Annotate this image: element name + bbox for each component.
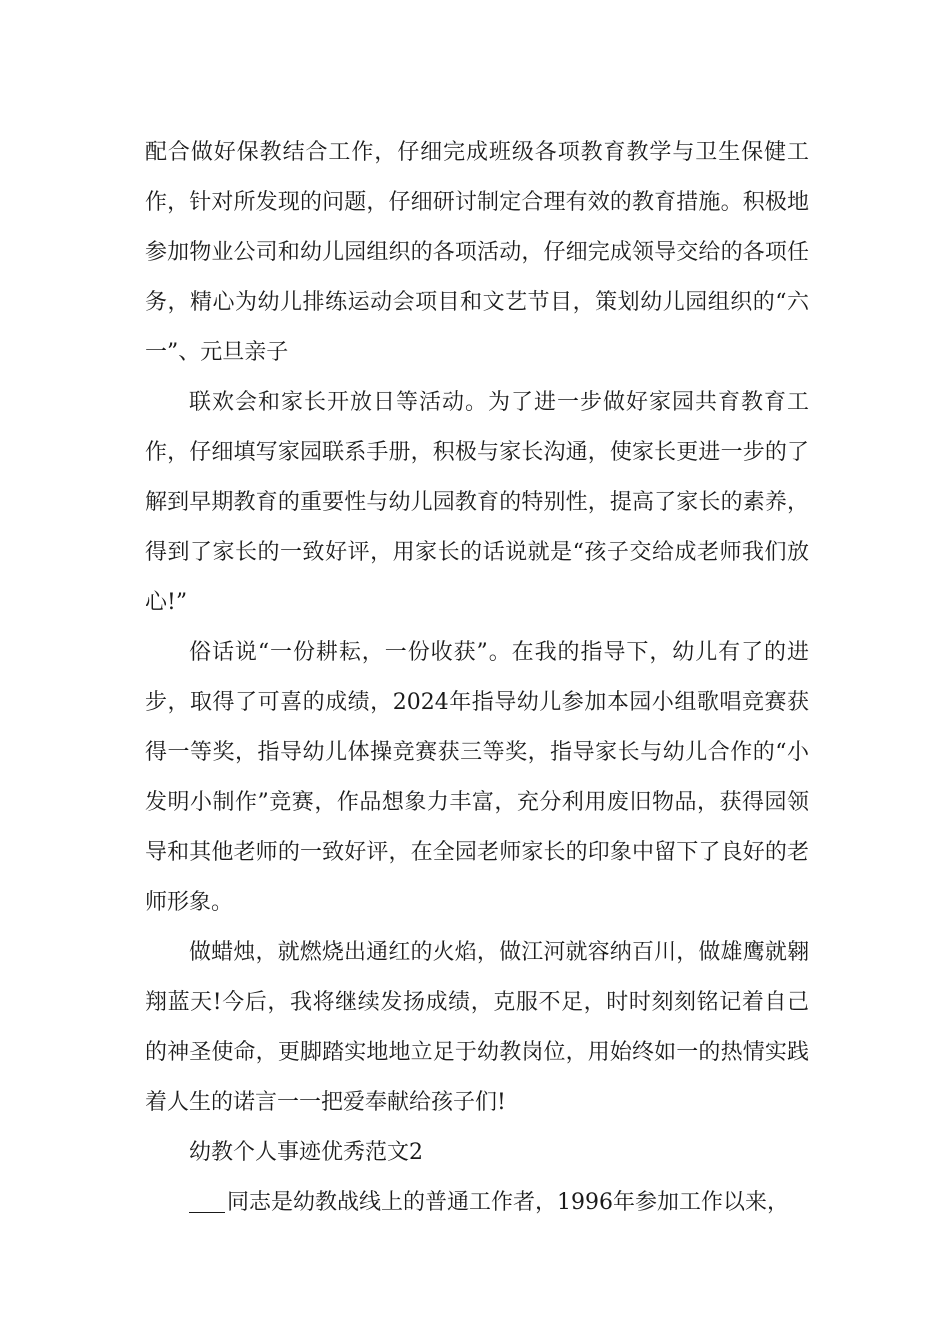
section-heading: 幼教个人事迹优秀范文2 [189, 1140, 423, 1165]
paragraph-1: 配合做好保教结合工作，仔细完成班级各项教育教学与卫生保健工作，针对所发现的问题，仔细研讨制定合理有效的教育措施。积极地参加物业公司和幼儿园组织的各项活动，仔细完成领导交给的各项任务，精心为幼儿排练运动会项目和文艺节目，策划幼儿园组织的“六一”、元旦亲子 [145, 140, 809, 365]
paragraph-5 [145, 1178, 809, 1228]
paragraph-2: 联欢会和家长开放日等活动。为了进一步做好家园共育教育工作，仔细填写家园联系手册，积极与家长沟通，使家长更进一步的了解到早期教育的重要性与幼儿园教育的特别性，提高了家长的素养，得到了家长的一致好评，用家长的话说就是“孩子交给成老师我们放心!” [145, 390, 809, 615]
name-blank [189, 1190, 225, 1213]
paragraph-4: 做蜡烛，就燃烧出通红的火焰，做江河就容纳百川，做雄鹰就翱翔蓝天!今后，我将继续发扬成绩，克服不足，时时刻刻铭记着自己的神圣使命，更脚踏实地地立足于幼教岗位，用始终如一的热情实践着人生的诺言一一把爱奉献给孩子们! [145, 940, 809, 1115]
paragraph-3: 俗话说“一份耕耘，一份收获”。在我的指导下，幼儿有了的进步，取得了可喜的成绩，2024年指导幼儿参加本园小组歌唱竞赛获得一等奖，指导幼儿体操竞赛获三等奖，指导家长与幼儿合作的“小发明小制作”竞赛，作品想象力丰富，充分利用废旧物品，获得园领导和其他老师的一致好评，在全园老师家长的印象中留下了良好的老师形象。 [145, 640, 809, 915]
paragraph-5-text: 同志是幼教战线上的普通工作者，1996年参加工作以来， [227, 1190, 789, 1215]
document-page [145, 128, 809, 1228]
